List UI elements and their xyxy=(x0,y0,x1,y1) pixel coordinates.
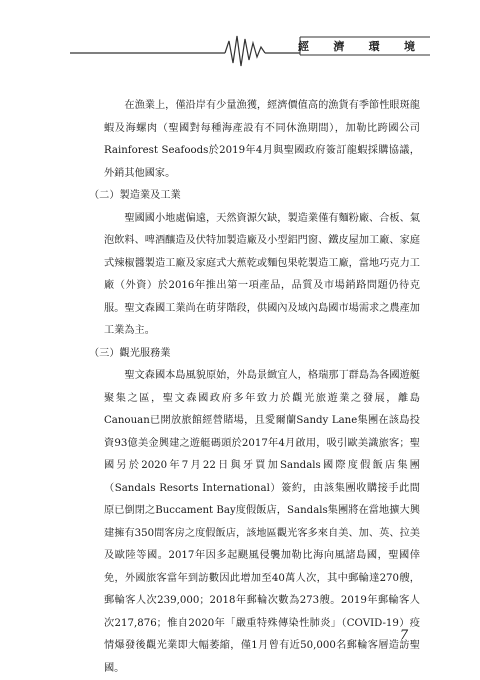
header-decoration xyxy=(0,0,480,70)
header-char: 境 xyxy=(403,40,416,53)
tourism-paragraph: 聖文森國本島風貌原始，外島景緻宜人，格瑞那丁群島為各國遊艇聚集之區，聖文森國政府多年致力於觀光旅遊業之發展，離島Canouan已開放旅館經營賭場，且愛爾蘭Sandy Lane集團在該島投資93億美金興建之遊艇碼頭於2017年4月啟用，吸引歐美識旅客；聖國另於2020年7月22日與牙買加Sandals國際度假飯店集團（Sandals Resorts International）簽約，由該集團收購接手此間原已倒閉之Buccament Bay度假飯店，Sandals集團將在當地擴大興建擁有350間客房之度假飯店，該地區觀光客多來自美、加、英、拉美及歐陸等國。2017年因多起颶風侵襲加勒比海向風諸島國，聖國倖免，外國旅客當年到訪數因此增加至40萬人次，其中郵輪達270艘，郵輪客人次239,000；2018年郵輪次數為273艘。2019年郵輪客人次217,876；惟自2020年「嚴重特殊傳染性肺炎」（COVID-19）疫情爆發後觀光業即大幅萎縮，僅1月曾有近50,000名郵輪客層造訪聖國。 xyxy=(104,370,420,674)
page-body xyxy=(89,95,420,680)
page-header xyxy=(0,0,480,70)
header-char: 經 xyxy=(298,40,310,53)
section-heading-tourism: （三）觀光服務業 xyxy=(89,347,171,359)
manufacturing-paragraph: 聖國國小地處偏遠，天然資源欠缺，製造業僅有麵粉廠、合板、氣泡飲料、啤酒釀造及伏特加製造廠及小型鋁門窗、鐵皮屋加工廠、家庭式辣椒醬製造工廠及家庭式大蕉乾或麵包果乾製造工廠，當地巧克力工廠（外資）於2016年推出第一項產品，品質及市場銷路問題仍待克服。聖文森國工業尚在萌芽階段，供國內及域內島國市場需求之農產加工業為主。 xyxy=(104,212,420,336)
header-char: 環 xyxy=(368,40,381,53)
header-char: 濟 xyxy=(333,40,346,53)
page-number: 7 xyxy=(399,628,409,643)
section-heading-manufacturing: （二）製造業及工業 xyxy=(89,190,181,201)
header-title xyxy=(298,38,416,54)
fishery-paragraph: 在漁業上，僅沿岸有少量漁獲，經濟價值高的漁貨有季節性眼斑龍蝦及海螺肉（聖國對每種海產設有不同休漁期間），加勒比跨國公司Rainforest Seafoods於2019年4月與聖國政府簽訂龍蝦採購協議，外銷其他國家。 xyxy=(104,100,420,179)
